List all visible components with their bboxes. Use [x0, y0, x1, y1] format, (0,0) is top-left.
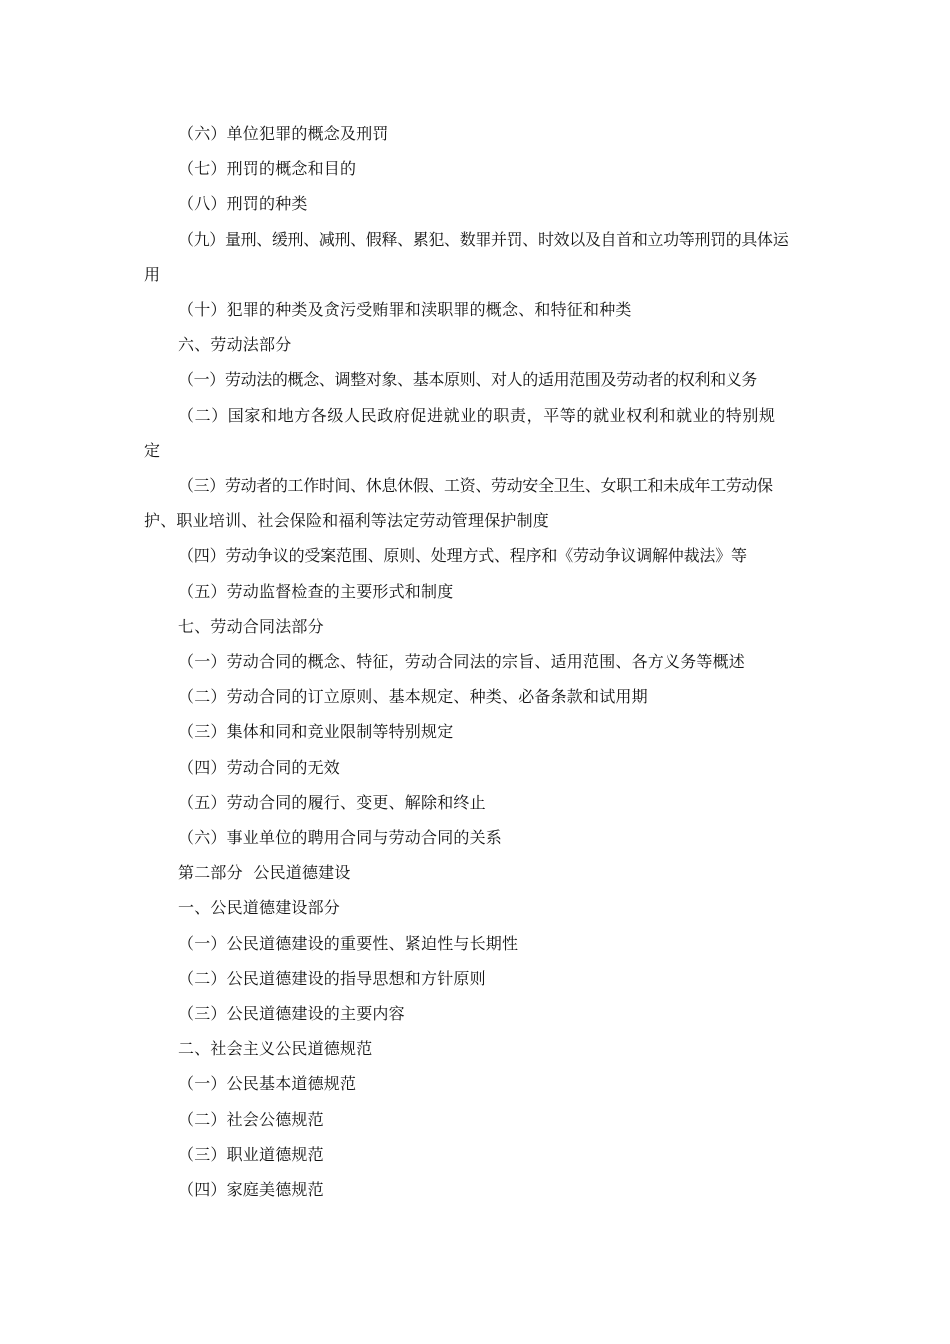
list-item-continuation: 护、职业培训、社会保险和福利等法定劳动管理保护制度 — [144, 511, 550, 531]
section-heading: 一、公民道德建设部分 — [178, 898, 341, 918]
part-heading: 第二部分 公民道德建设 — [178, 863, 351, 883]
list-item: （五）劳动监督检查的主要形式和制度 — [178, 581, 454, 601]
list-item: （九）量刑、缓刑、减刑、假释、累犯、数罪并罚、时效以及自首和立功等刑罚的具体运 — [178, 229, 789, 249]
list-item: （二）社会公德规范 — [178, 1109, 324, 1129]
list-item-continuation: 用 — [144, 264, 161, 284]
section-heading: 七、劳动合同法部分 — [178, 616, 324, 636]
list-item: （三）劳动者的工作时间、休息休假、工资、劳动安全卫生、女职工和未成年工劳动保 — [178, 476, 773, 496]
list-item: （一）公民基本道德规范 — [178, 1074, 357, 1094]
document-body — [144, 116, 812, 1207]
list-item: （五）劳动合同的履行、变更、解除和终止 — [178, 792, 486, 812]
list-item: （二）劳动合同的订立原则、基本规定、种类、必备条款和试用期 — [178, 687, 648, 707]
list-item: （七）刑罚的概念和目的 — [178, 159, 357, 179]
list-item: （四）家庭美德规范 — [178, 1180, 324, 1200]
list-item: （六）单位犯罪的概念及刑罚 — [178, 124, 389, 143]
list-item: （六）事业单位的聘用合同与劳动合同的关系 — [178, 828, 503, 848]
list-item: （二）国家和地方各级人民政府促进就业的职责，平等的就业权利和就业的特别规 — [178, 405, 776, 425]
list-item: （一）劳动法的概念、调整对象、基本原则、对人的适用范围及劳动者的权利和义务 — [178, 370, 758, 390]
list-item: （一）劳动合同的概念、特征，劳动合同法的宗旨、适用范围、各方义务等概述 — [178, 652, 746, 672]
section-heading: 六、劳动法部分 — [178, 335, 292, 355]
list-item: （四）劳动合同的无效 — [178, 757, 341, 777]
list-item-continuation: 定 — [144, 440, 161, 460]
list-item: （三）集体和同和竞业限制等特别规定 — [178, 722, 454, 742]
list-item: （三）公民道德建设的主要内容 — [178, 1004, 405, 1024]
list-item: （三）职业道德规范 — [178, 1144, 324, 1164]
list-item: （八）刑罚的种类 — [178, 194, 308, 214]
list-item: （四）劳动争议的受案范围、原则、处理方式、程序和《劳动争议调解仲裁法》等 — [178, 546, 747, 566]
list-item: （一）公民道德建设的重要性、紧迫性与长期性 — [178, 933, 519, 953]
section-heading: 二、社会主义公民道德规范 — [178, 1039, 373, 1059]
list-item: （十）犯罪的种类及贪污受贿罪和渎职罪的概念、和特征和种类 — [178, 300, 632, 320]
list-item: （二）公民道德建设的指导思想和方针原则 — [178, 968, 486, 988]
